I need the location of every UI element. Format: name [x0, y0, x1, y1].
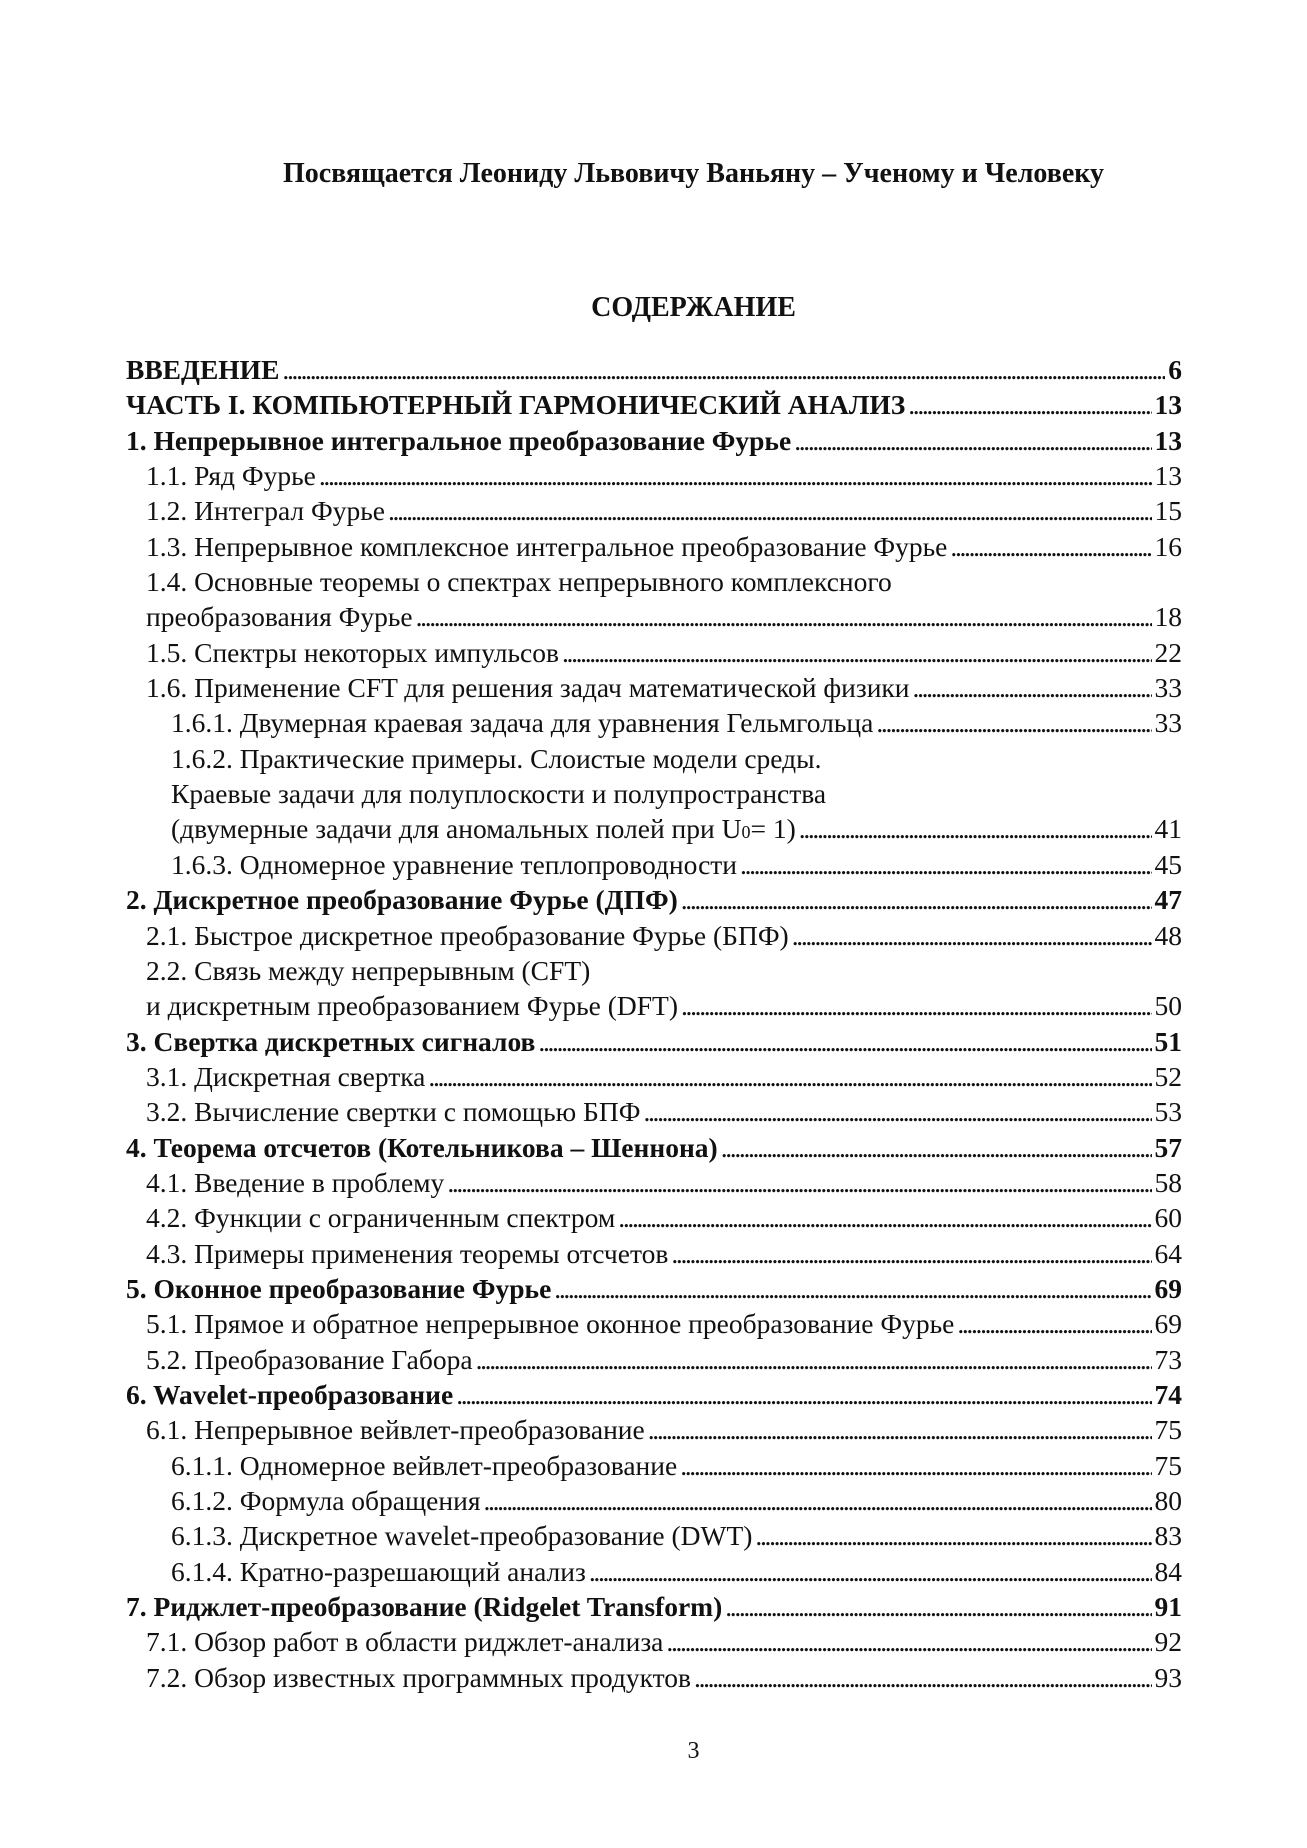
- toc-entry-title: 1.5. Спектры некоторых импульсов: [146, 636, 559, 668]
- toc-entry-page: 84: [1154, 1555, 1182, 1587]
- toc-dot-leader: [740, 847, 1151, 882]
- toc-title: СОДЕРЖАНИЕ: [591, 292, 796, 323]
- toc-entry: [126, 1660, 1182, 1695]
- toc-entry: [126, 1377, 1182, 1412]
- toc-dot-leader: [755, 1518, 1151, 1553]
- toc-dot-leader: [562, 635, 1152, 670]
- toc-entry: [126, 1448, 1182, 1483]
- toc-entry-title: 1.3. Непрерывное комплексное интегральное преобразование Фурье: [146, 530, 948, 562]
- toc-dot-leader: [876, 705, 1151, 740]
- toc-entry-page: 13: [1154, 460, 1182, 492]
- toc-entry-page: 45: [1154, 848, 1182, 880]
- toc-entry: [126, 599, 1182, 634]
- toc-entry-title: 1. Непрерывное интегральное преобразование Фурье: [126, 424, 792, 456]
- toc-entry-title: 6.1.2. Формула обращения: [171, 1485, 481, 1516]
- toc-dot-leader: [908, 387, 1151, 422]
- toc-dot-leader: [416, 599, 1152, 634]
- toc-entry-page: 75: [1154, 1414, 1182, 1446]
- toc-entry: [126, 493, 1182, 528]
- toc-entry: [126, 953, 1182, 988]
- toc-entry-title: 3. Свертка дискретных сигналов: [126, 1025, 536, 1057]
- toc-entry: [126, 741, 1182, 776]
- toc-entry-page: 52: [1154, 1060, 1182, 1092]
- toc-dot-leader: [643, 1094, 1151, 1129]
- toc-dot-leader: [950, 529, 1151, 564]
- toc-dot-leader: [428, 1059, 1151, 1094]
- page-number: 3: [687, 1738, 700, 1764]
- toc-entry-title: 1.6.3. Одномерное уравнение теплопроводности: [171, 848, 738, 880]
- toc-entry-title: 6.1.1. Одномерное вейвлет-преобразование: [171, 1449, 678, 1481]
- toc-entry: [126, 1024, 1182, 1059]
- toc-entry: [126, 705, 1182, 740]
- toc-entry: [126, 1165, 1182, 1200]
- toc-dot-leader: [483, 1483, 1151, 1518]
- toc-entry-page: 57: [1154, 1131, 1182, 1163]
- toc-entry-title: ВВЕДЕНИЕ: [126, 354, 280, 385]
- toc-dot-leader: [671, 1236, 1151, 1271]
- toc-entry: [126, 352, 1182, 387]
- toc-entry-page: 53: [1154, 1096, 1182, 1128]
- toc-dot-leader: [618, 1200, 1151, 1235]
- toc-entry-title: 2.2. Связь между непрерывным (CFT): [146, 954, 591, 986]
- toc-dot-leader: [648, 1412, 1152, 1447]
- toc-entry-title: 1.4. Основные теоремы о спектрах непрерывного комплексного: [146, 566, 892, 598]
- toc-entry: [126, 988, 1182, 1023]
- toc-entry-page: 74: [1154, 1378, 1182, 1410]
- toc-entry-page: 51: [1154, 1025, 1182, 1057]
- toc-dot-leader: [456, 1377, 1151, 1412]
- toc-entry-page: 75: [1154, 1449, 1182, 1481]
- toc-entry-page: 69: [1154, 1308, 1182, 1340]
- toc-dot-leader: [694, 1660, 1151, 1695]
- toc-dot-leader: [538, 1024, 1151, 1059]
- toc-dot-leader: [799, 811, 1152, 846]
- toc-entry: [126, 670, 1182, 705]
- toc-entry-subscript: 0: [741, 822, 751, 843]
- table-of-contents: [126, 352, 1182, 1695]
- toc-entry: [126, 1236, 1182, 1271]
- toc-entry-page: 22: [1154, 636, 1182, 668]
- toc-entry-title: 1.6.2. Практические примеры. Слоистые модели среды.: [171, 742, 822, 774]
- toc-entry-page: 13: [1154, 424, 1182, 456]
- toc-entry: [126, 564, 1182, 599]
- toc-entry-title: 7.2. Обзор известных программных продуктов: [146, 1661, 692, 1693]
- toc-entry-title: 5.1. Прямое и обратное непрерывное оконное преобразование Фурье: [146, 1308, 955, 1340]
- toc-entry-page: 18: [1154, 601, 1182, 633]
- toc-dot-leader: [681, 882, 1152, 917]
- toc-entry-page: 80: [1154, 1485, 1182, 1516]
- toc-entry-title: 1.2. Интеграл Фурье: [146, 495, 385, 527]
- toc-entry-title: 1.6.1. Двумерная краевая задача для уравнения Гельмгольца: [171, 707, 874, 739]
- toc-entry-title: 6.1.4. Кратно-разрешающий анализ: [171, 1555, 586, 1587]
- toc-entry-page: 73: [1154, 1343, 1182, 1375]
- toc-entry-page: 92: [1154, 1626, 1182, 1658]
- toc-entry-title: 7. Риджлет-преобразование (Ridgelet Transform): [126, 1591, 723, 1623]
- toc-entry-page: 47: [1154, 884, 1182, 916]
- toc-entry: [126, 1624, 1182, 1659]
- toc-entry: [126, 1554, 1182, 1589]
- toc-dot-leader: [476, 1342, 1152, 1377]
- toc-entry: [126, 635, 1182, 670]
- toc-entry-page: 13: [1154, 389, 1182, 421]
- toc-entry: [126, 1094, 1182, 1129]
- toc-entry-title: 3.1. Дискретная свертка: [146, 1060, 426, 1092]
- toc-entry-title: 1.1. Ряд Фурье: [146, 460, 316, 492]
- toc-entry: [126, 776, 1182, 811]
- toc-entry-title: Краевые задачи для полуплоскости и полупространства: [171, 778, 827, 810]
- toc-dot-leader: [957, 1306, 1151, 1341]
- toc-entry-title: ЧАСТЬ I. КОМПЬЮТЕРНЫЙ ГАРМОНИЧЕСКИЙ АНАЛИЗ: [126, 389, 906, 421]
- toc-entry-title: 3.2. Вычисление свертки с помощью БПФ: [146, 1096, 641, 1128]
- toc-entry-title-tail: = 1): [750, 813, 796, 845]
- toc-entry: [126, 882, 1182, 917]
- toc-entry-title: 2.1. Быстрое дискретное преобразование Фурье (БПФ): [146, 919, 789, 951]
- toc-entry-title: 1.6. Применение CFT для решения задач математической физики: [146, 672, 910, 704]
- toc-dot-leader: [792, 918, 1152, 953]
- toc-dot-leader: [589, 1554, 1152, 1589]
- toc-entry-page: 60: [1154, 1202, 1182, 1234]
- dedication: Посвящается Леониду Львовичу Ваньяну – Ученому и Человеку: [282, 158, 1105, 189]
- toc-entry-title: 4.2. Функции с ограниченным спектром: [146, 1202, 616, 1234]
- toc-dot-leader: [721, 1130, 1152, 1165]
- toc-entry: [126, 1200, 1182, 1235]
- toc-entry: [126, 847, 1182, 882]
- toc-entry-page: 93: [1154, 1661, 1182, 1693]
- toc-entry-page: 50: [1154, 990, 1182, 1022]
- toc-dot-leader: [913, 670, 1152, 705]
- toc-entry-page: 91: [1154, 1591, 1182, 1623]
- toc-entry: [126, 918, 1182, 953]
- toc-dot-leader: [680, 1448, 1151, 1483]
- toc-entry-page: 15: [1154, 495, 1182, 527]
- toc-entry-title: 6. Wavelet-преобразование: [126, 1378, 454, 1410]
- toc-entry-title: 6.1.3. Дискретное wavelet-преобразование (DWT): [171, 1520, 753, 1552]
- toc-entry-title: 7.1. Обзор работ в области риджлет-анализа: [146, 1626, 664, 1658]
- toc-entry: [126, 811, 1182, 846]
- toc-entry-title: преобразования Фурье: [146, 601, 413, 633]
- toc-entry: [126, 458, 1182, 493]
- toc-entry: [126, 1518, 1182, 1553]
- toc-entry-page: 48: [1154, 919, 1182, 951]
- toc-dot-leader: [447, 1165, 1151, 1200]
- toc-entry-title: 5.2. Преобразование Габора: [146, 1343, 473, 1375]
- toc-dot-leader: [388, 493, 1152, 528]
- toc-entry: [126, 1342, 1182, 1377]
- toc-dot-leader: [319, 458, 1152, 493]
- toc-entry: [126, 1271, 1182, 1306]
- toc-entry-page: 33: [1154, 707, 1182, 739]
- toc-dot-leader: [554, 1271, 1151, 1306]
- toc-entry-page: 64: [1154, 1237, 1182, 1269]
- toc-entry-title: (двумерные задачи для аномальных полей при U: [171, 813, 742, 845]
- toc-entry: [126, 1483, 1182, 1518]
- toc-entry: [126, 1059, 1182, 1094]
- toc-entry: [126, 1130, 1182, 1165]
- toc-entry-page: 16: [1154, 530, 1182, 562]
- toc-entry-page: 58: [1154, 1166, 1182, 1198]
- toc-entry-title: 5. Оконное преобразование Фурье: [126, 1272, 552, 1304]
- toc-entry-title: и дискретным преобразованием Фурье (DFT): [146, 990, 678, 1022]
- toc-entry-title: 2. Дискретное преобразование Фурье (ДПФ): [126, 884, 678, 916]
- toc-entry: [126, 1412, 1182, 1447]
- toc-entry-title: 4.1. Введение в проблему: [146, 1166, 445, 1198]
- toc-dot-leader: [725, 1589, 1151, 1624]
- toc-entry-page: 83: [1154, 1520, 1182, 1552]
- toc-entry: [126, 1589, 1182, 1624]
- toc-entry-title: 4.3. Примеры применения теоремы отсчетов: [146, 1237, 669, 1269]
- toc-dot-leader: [681, 988, 1152, 1023]
- toc-entry-title: 6.1. Непрерывное вейвлет-преобразование: [146, 1414, 645, 1446]
- toc-entry-page: 6: [1168, 354, 1182, 385]
- toc-dot-leader: [666, 1624, 1151, 1659]
- toc-entry-page: 33: [1154, 672, 1182, 704]
- toc-entry-page: 69: [1154, 1272, 1182, 1304]
- toc-entry: [126, 529, 1182, 564]
- toc-entry-page: 41: [1154, 813, 1182, 845]
- toc-dot-leader: [794, 423, 1151, 458]
- toc-entry: [126, 1306, 1182, 1341]
- toc-dot-leader: [282, 352, 1165, 387]
- toc-entry: [126, 387, 1182, 422]
- toc-entry: [126, 423, 1182, 458]
- toc-entry-title: 4. Теорема отсчетов (Котельникова – Шеннона): [126, 1131, 718, 1163]
